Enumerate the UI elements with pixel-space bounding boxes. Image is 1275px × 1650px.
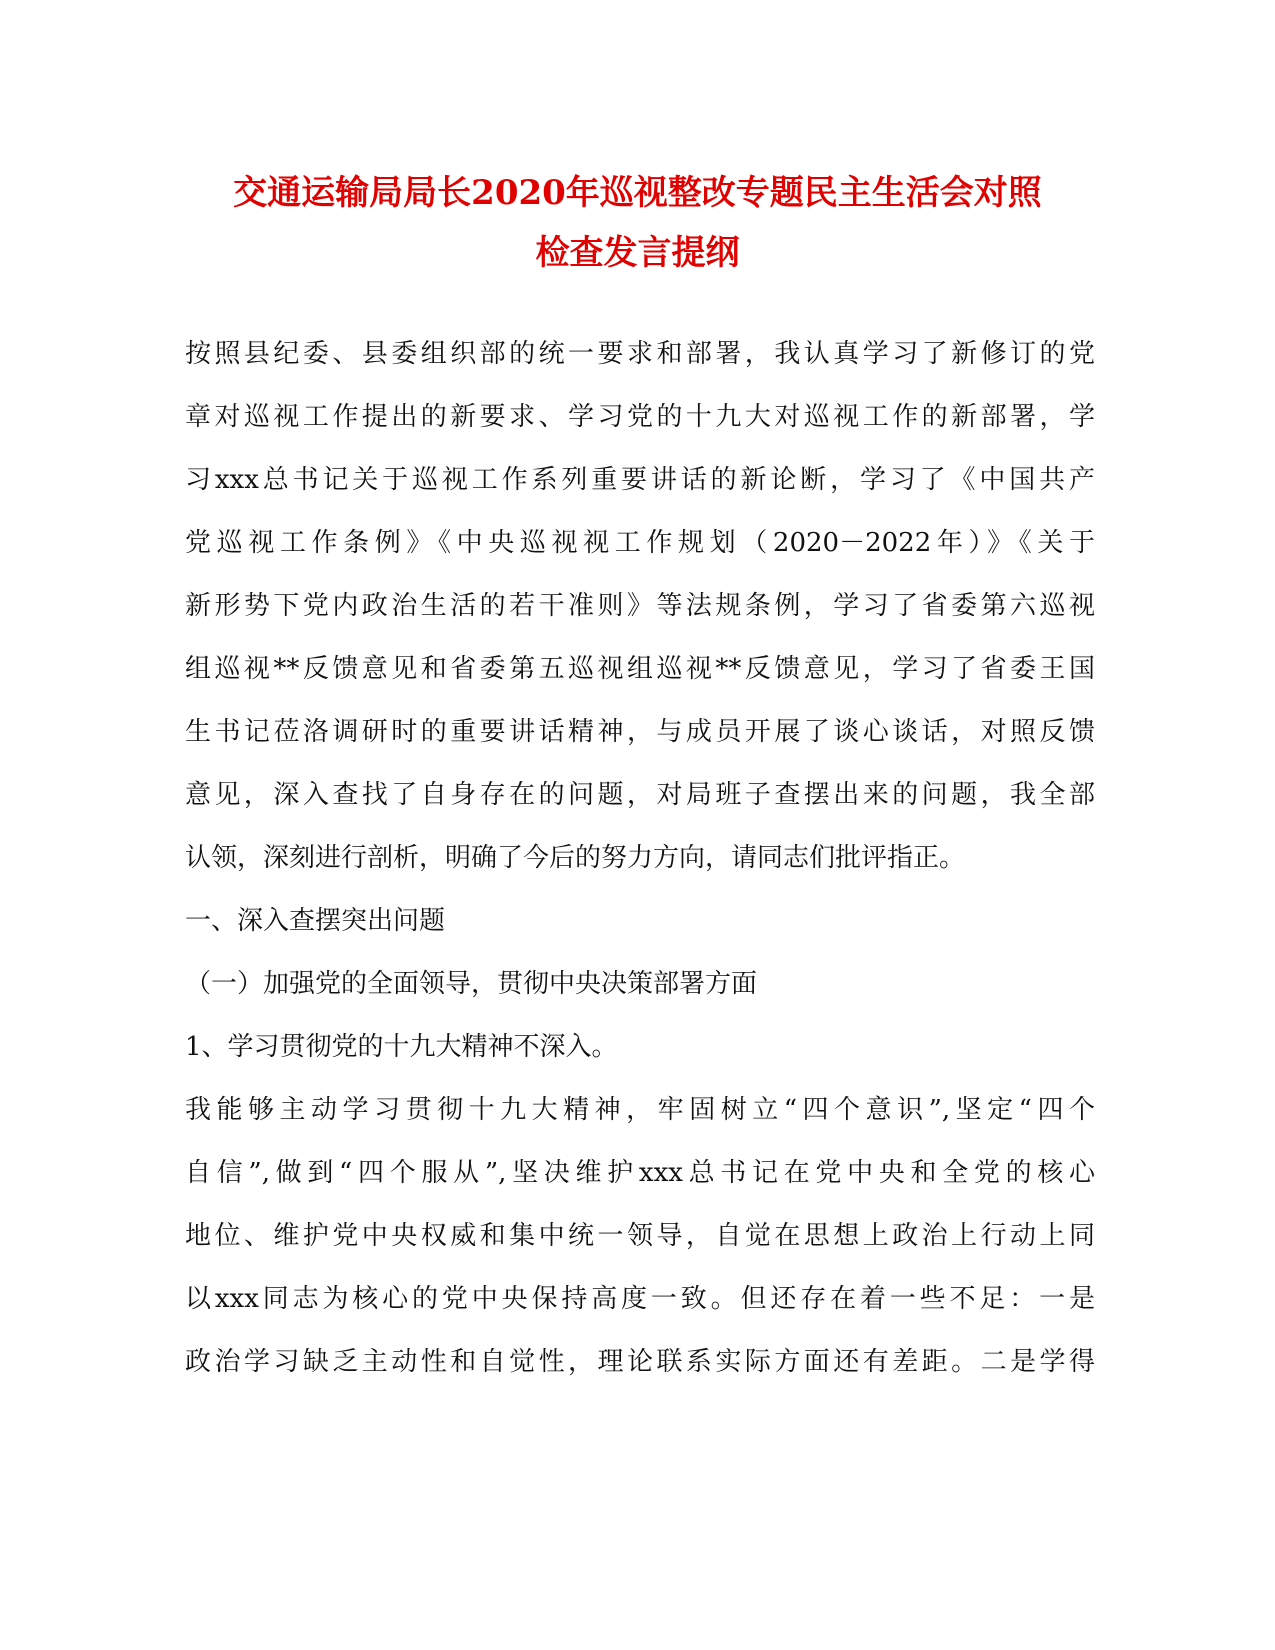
body-line: 习xxx总书记关于巡视工作系列重要讲话的新论断，学习了《中国共产 (185, 465, 1095, 495)
body-line: 按照县纪委、县委组织部的统一要求和部署，我认真学习了新修订的党 (185, 339, 1095, 369)
section-heading: 一、深入查摆突出问题 (185, 906, 446, 936)
body-line: 党巡视工作条例》《中央巡视视工作规划（2020－2022年）》《关于 (185, 528, 1095, 558)
item-heading: 1、学习贯彻党的十九大精神不深入。 (185, 1032, 618, 1062)
body-line: 新形势下党内政治生活的若干准则》等法规条例，学习了省委第六巡视 (185, 591, 1095, 621)
document-title-line-1: 交通运输局局长2020年巡视整改专题民主生活会对照 (233, 173, 1042, 213)
body-line: 章对巡视工作提出的新要求、学习党的十九大对巡视工作的新部署，学 (185, 402, 1095, 432)
body-line: 自信”,做到“四个服从”,坚决维护xxx总书记在党中央和全党的核心 (185, 1158, 1095, 1188)
body-line: 意见，深入查找了自身存在的问题，对局班子查摆出来的问题，我全部 (185, 780, 1095, 810)
body-line: 生书记莅洛调研时的重要讲话精神，与成员开展了谈心谈话，对照反馈 (185, 717, 1095, 747)
body-line: 政治学习缺乏主动性和自觉性，理论联系实际方面还有差距。二是学得 (185, 1347, 1095, 1377)
body-line: 我能够主动学习贯彻十九大精神，牢固树立“四个意识”,坚定“四个 (185, 1095, 1095, 1125)
subsection-heading: （一）加强党的全面领导，贯彻中央决策部署方面 (185, 969, 758, 999)
body-line: 地位、维护党中央权威和集中统一领导，自觉在思想上政治上行动上同 (185, 1221, 1095, 1251)
body-line: 以xxx同志为核心的党中央保持高度一致。但还存在着一些不足：一是 (185, 1284, 1095, 1314)
document-title-line-2: 检查发言提纲 (535, 233, 740, 273)
body-line: 组巡视**反馈意见和省委第五巡视组巡视**反馈意见，学习了省委王国 (185, 654, 1095, 684)
body-line: 认领，深刻进行剖析，明确了今后的努力方向，请同志们批评指正。 (185, 843, 966, 873)
document-body (185, 323, 1095, 1394)
